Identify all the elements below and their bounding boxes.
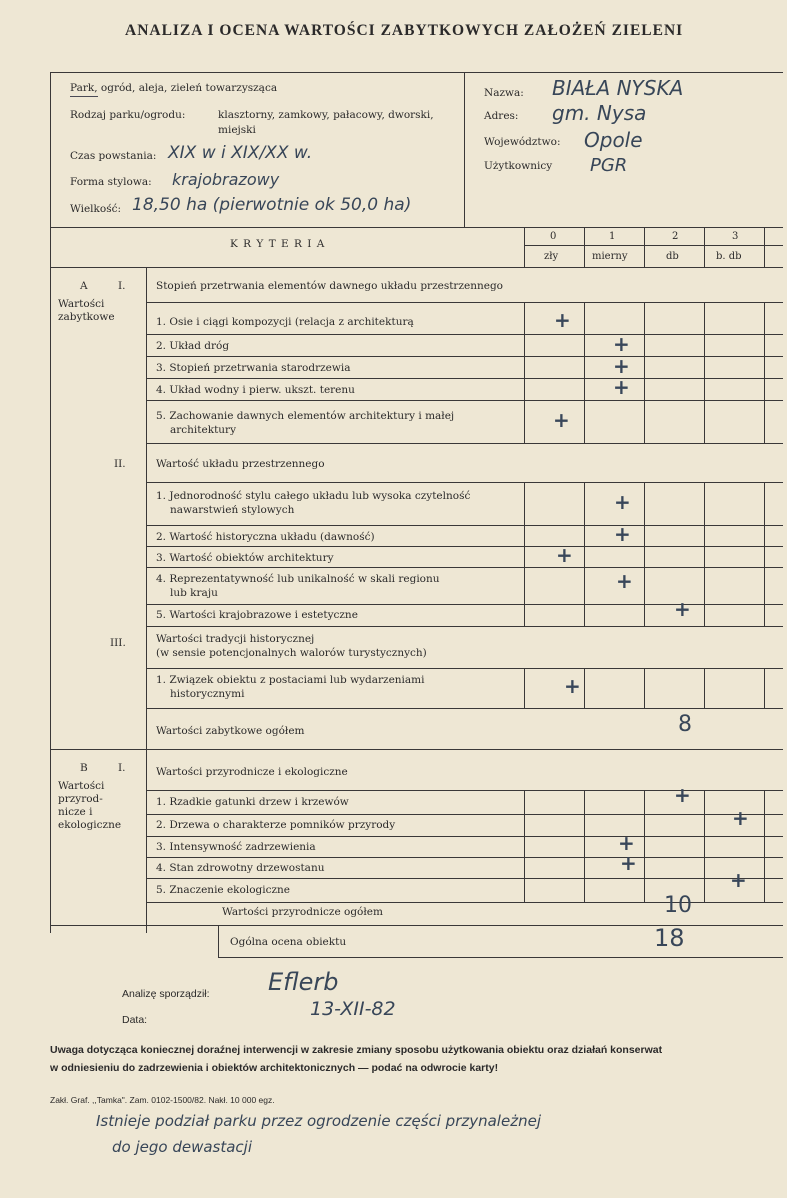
vline: [524, 482, 525, 626]
mark-d1: +: [674, 783, 691, 807]
vline: [584, 482, 585, 626]
hline: [146, 878, 783, 879]
vline: [704, 482, 705, 626]
uzytkownicy-value: PGR: [590, 155, 628, 176]
grid-vline-1-head: [584, 227, 585, 267]
hline: [146, 482, 783, 483]
hline: [146, 356, 783, 357]
section-b-label-1: Wartości: [58, 780, 105, 792]
scale-2-num: 2: [672, 231, 679, 242]
wojewodztwo-value: Opole: [584, 128, 643, 152]
total-przyrodnicze-label: Wartości przyrodnicze ogółem: [222, 906, 383, 918]
hline: [146, 546, 783, 547]
row-b4: 4. Reprezentatywność lub unikalność w skali regionu: [156, 573, 440, 585]
heading-b-i: Wartości przyrodnicze i ekologiczne: [156, 766, 348, 778]
forma-label: Forma stylowa:: [70, 176, 152, 188]
section-divider: [50, 749, 146, 750]
row-d5: 5. Znaczenie ekologiczne: [156, 884, 291, 896]
signature: Eflerb: [268, 968, 339, 996]
date-value: 13-XII-82: [310, 998, 396, 1020]
mark-c1: +: [564, 674, 581, 698]
section-a-label-1: Wartości: [58, 298, 105, 310]
czas-value: XIX w i XIX/XX w.: [168, 143, 313, 163]
vline: [584, 668, 585, 708]
vline: [584, 790, 585, 902]
hline: [146, 708, 783, 709]
mark-d3: +: [618, 831, 635, 855]
row-b4-cont: lub kraju: [170, 587, 218, 599]
forma-value: krajobrazowy: [172, 170, 280, 189]
vline: [704, 790, 705, 902]
row-d4: 4. Stan zdrowotny drzewostanu: [156, 862, 325, 874]
hline: [218, 957, 783, 958]
mark-a3: +: [613, 354, 630, 378]
row-b1: 1. Jednorodność stylu całego układu lub wysoka czytelność: [156, 490, 471, 502]
hline: [146, 857, 783, 858]
row-b1-cont: nawarstwień stylowych: [170, 504, 295, 516]
row-b5: 5. Wartości krajobrazowe i estetyczne: [156, 609, 358, 621]
adres-value: gm. Nysa: [552, 101, 647, 125]
scale-0-label: zły: [544, 251, 559, 262]
vline: [704, 668, 705, 708]
rodzaj-options-2: miejski: [218, 124, 256, 136]
vline: [644, 668, 645, 708]
total-zabytkowe-label: Wartości zabytkowe ogółem: [156, 725, 305, 737]
uzytkownicy-label: Użytkownicy: [484, 160, 553, 172]
header-bottom-line: [50, 227, 783, 228]
frame-left-border: [50, 72, 51, 933]
vline: [644, 482, 645, 626]
park-type-label: Park, ogród, aleja, zieleń towarzysząca: [70, 82, 278, 94]
mark-a5: +: [553, 408, 570, 432]
section-b-label-2: przyrod-: [58, 793, 103, 805]
total-przyrodnicze-value: 10: [664, 893, 692, 918]
heading-a-iii-2: (w sensie potencjonalnych walorów turystycznych): [156, 647, 427, 659]
vline: [704, 302, 705, 443]
criteria-header-bottom: [50, 267, 783, 268]
grid-vline-2-head: [644, 227, 645, 267]
grid-vline-3-head: [704, 227, 705, 267]
header-divider: [464, 72, 465, 227]
grid-vline-0-head: [524, 227, 525, 267]
heading-a-ii: Wartość układu przestrzennego: [156, 458, 325, 470]
row-a5: 5. Zachowanie dawnych elementów architektury i małej: [156, 410, 455, 422]
czas-label: Czas powstania:: [70, 150, 157, 162]
mark-d5: +: [730, 868, 747, 892]
hline: [146, 334, 783, 335]
heading-a-i: Stopień przetrwania elementów dawnego układu przestrzennego: [156, 280, 503, 292]
section-a-letter: A: [80, 280, 88, 292]
handwritten-note-1: Istnieje podział parku przez ogrodzenie części przynależnej: [96, 1112, 541, 1130]
hline: [146, 400, 783, 401]
hline: [146, 668, 783, 669]
data-label: Data:: [122, 1014, 148, 1026]
mark-b3: +: [556, 543, 573, 567]
hline: [146, 302, 783, 303]
scale-1-label: mierny: [592, 251, 628, 262]
hline: [146, 378, 783, 379]
hline: [146, 525, 783, 526]
criteria-header: K R Y T E R I A: [230, 238, 326, 250]
row-b3: 3. Wartość obiektów architektury: [156, 552, 334, 564]
row-a1: 1. Osie i ciągi kompozycji (relacja z architekturą: [156, 316, 414, 328]
note-line-1: Uwaga dotycząca koniecznej doraźnej interwencji w zakresie zmiany sposobu użytkowania obiektu oraz działań konserwat: [50, 1044, 663, 1056]
mark-a1: +: [554, 308, 571, 332]
hline: [146, 567, 783, 568]
total-ogolna-label: Ogólna ocena obiektu: [230, 936, 347, 948]
row-a2: 2. Układ dróg: [156, 340, 230, 352]
mark-d2: +: [732, 806, 749, 830]
heading-a-iii-1: Wartości tradycji historycznej: [156, 633, 315, 645]
adres-label: Adres:: [484, 110, 519, 122]
grid-vline-4-head: [764, 227, 765, 267]
row-c1-cont: historycznymi: [170, 688, 245, 700]
vline: [764, 482, 765, 626]
vline: [764, 302, 765, 443]
mark-b1: +: [614, 490, 631, 514]
frame-top-border: [50, 72, 783, 73]
vline: [584, 302, 585, 443]
vline: [524, 668, 525, 708]
wojewodztwo-label: Województwo:: [484, 136, 561, 148]
section-a-label-2: zabytkowe: [58, 311, 115, 323]
vline: [644, 302, 645, 443]
total-ogolna-value: 18: [654, 924, 685, 952]
section-a-i-roman: I.: [118, 280, 126, 292]
analize-label: Analizę sporządził:: [122, 988, 210, 1000]
mark-b4: +: [616, 569, 633, 593]
mark-d4: +: [620, 851, 637, 875]
row-a3: 3. Stopień przetrwania starodrzewia: [156, 362, 351, 374]
scale-1-num: 1: [609, 231, 616, 242]
nazwa-value: BIAŁA NYSKA: [552, 76, 684, 100]
form-title: ANALIZA I OCENA WARTOŚCI ZABYTKOWYCH ZAŁOŻEŃ ZIELENI: [125, 22, 684, 39]
hline: [218, 925, 783, 926]
hline: [146, 443, 783, 444]
scale-0-num: 0: [550, 231, 557, 242]
mark-b5: +: [674, 597, 691, 621]
mark-a4: +: [613, 375, 630, 399]
total-zabytkowe-value: 8: [678, 712, 692, 737]
hline: [146, 836, 783, 837]
section-b-label-3: nicze i: [58, 806, 93, 818]
hline: [146, 626, 783, 627]
rodzaj-label: Rodzaj parku/ogrodu:: [70, 109, 186, 121]
print-footer: Zakł. Graf. ,,Tamka". Zam. 0102-1500/82. Nakł. 10 000 egz.: [50, 1095, 275, 1105]
hline: [146, 749, 783, 750]
handwritten-note-2: do jego dewastacji: [112, 1138, 253, 1156]
nazwa-label: Nazwa:: [484, 87, 524, 99]
row-c1: 1. Związek obiektu z postaciami lub wydarzeniami: [156, 674, 425, 686]
vline: [218, 925, 219, 957]
row-d3: 3. Intensywność zadrzewienia: [156, 841, 316, 853]
section-a-iii-roman: III.: [110, 637, 126, 649]
hline: [50, 925, 218, 926]
vline: [644, 790, 645, 902]
rodzaj-options: klasztorny, zamkowy, pałacowy, dworski,: [218, 109, 434, 121]
section-b-letter: B: [80, 762, 88, 774]
section-a-ii-roman: II.: [114, 458, 126, 470]
scale-3-label: b. db: [716, 251, 742, 262]
section-b-label-4: ekologiczne: [58, 819, 122, 831]
section-b-i-roman: I.: [118, 762, 126, 774]
row-d2: 2. Drzewa o charakterze pomników przyrody: [156, 819, 396, 831]
row-b2: 2. Wartość historyczna układu (dawność): [156, 531, 375, 543]
vline: [524, 790, 525, 902]
vline: [524, 302, 525, 443]
row-d1: 1. Rzadkie gatunki drzew i krzewów: [156, 796, 349, 808]
grid-vline-label: [146, 267, 147, 933]
row-a4: 4. Układ wodny i pierw. ukszt. terenu: [156, 384, 355, 396]
mark-b2: +: [614, 522, 631, 546]
park-underline: [70, 96, 98, 97]
vline: [764, 668, 765, 708]
scale-3-num: 3: [732, 231, 739, 242]
vline: [764, 790, 765, 902]
note-line-2: w odniesieniu do zadrzewienia i obiektów architektonicznych — podać na odwrocie karty!: [50, 1062, 499, 1074]
row-a5-cont: architektury: [170, 424, 237, 436]
wielkosc-label: Wielkość:: [70, 203, 122, 215]
mark-a2: +: [613, 332, 630, 356]
hline: [146, 814, 783, 815]
scale-2-label: db: [666, 251, 679, 262]
scale-divider: [524, 245, 783, 246]
wielkosc-value: 18,50 ha (pierwotnie ok 50,0 ha): [132, 195, 412, 215]
